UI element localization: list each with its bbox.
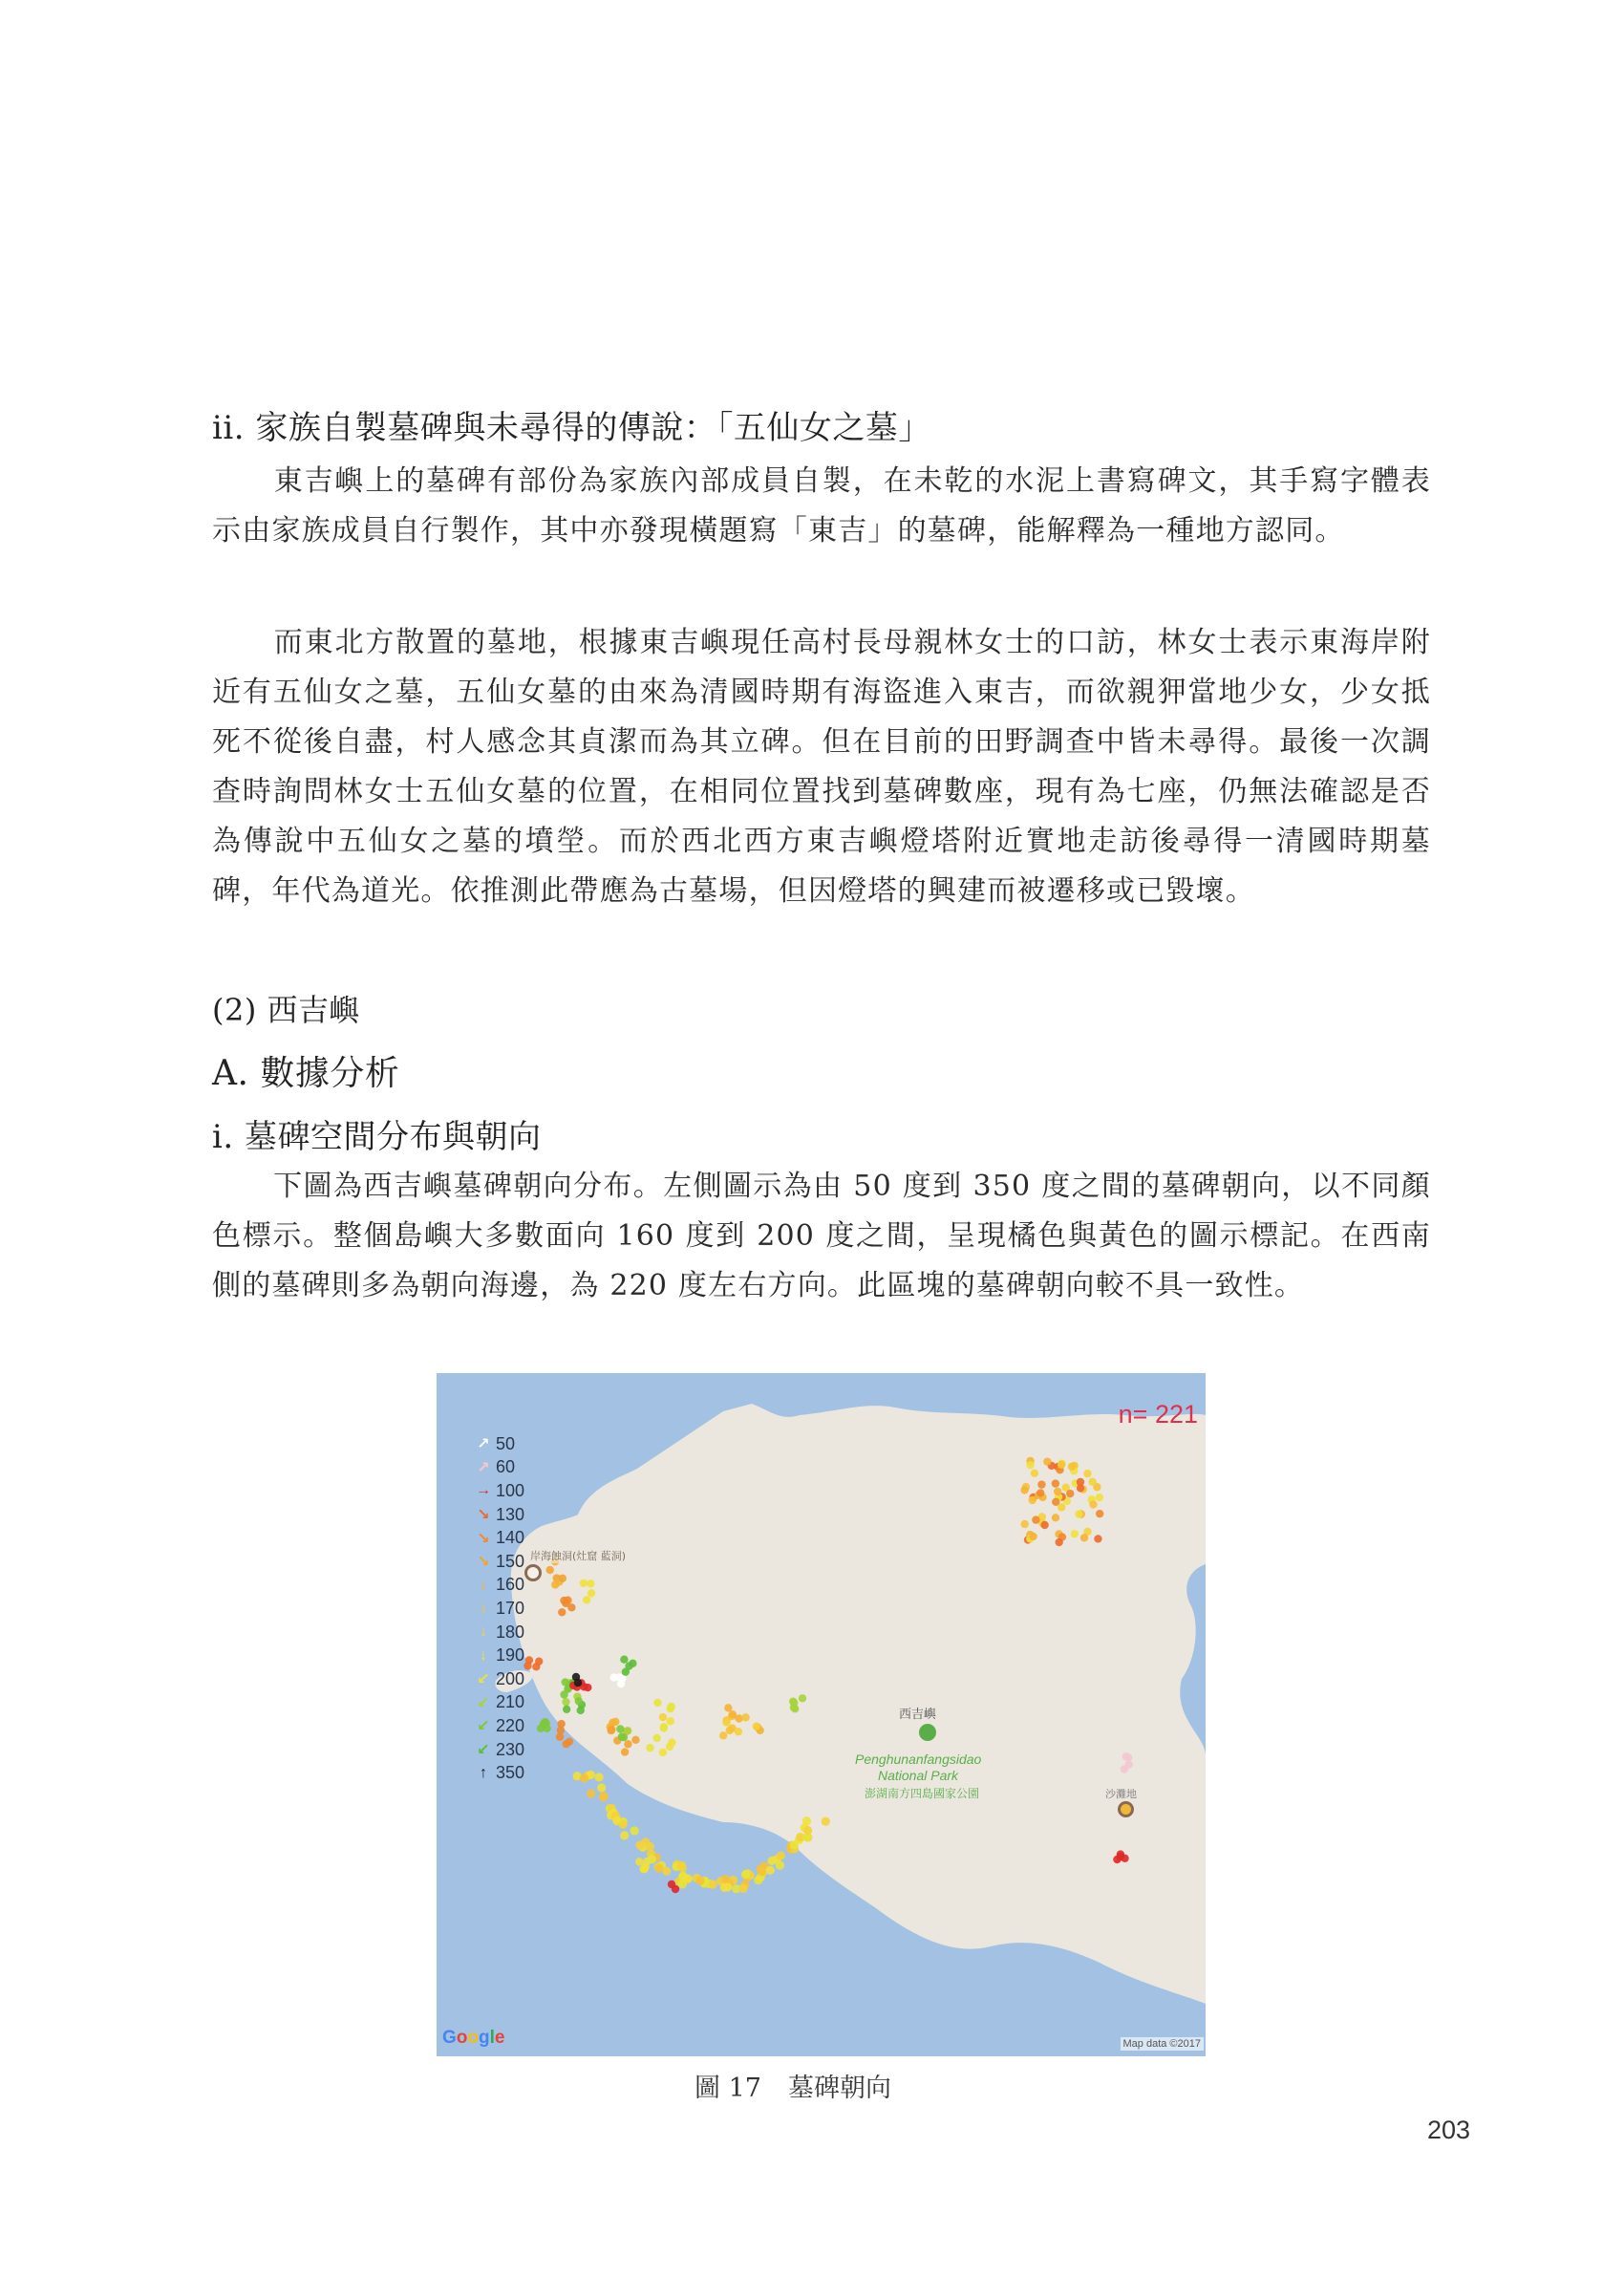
tombstone-marker: [609, 1719, 616, 1727]
legend-label: 50: [496, 1433, 516, 1453]
tombstone-marker: [735, 1728, 742, 1735]
tombstone-marker: [802, 1816, 811, 1825]
tombstone-marker: [551, 1580, 559, 1588]
arrow-ne-icon: ↗: [477, 1436, 490, 1453]
cave-label: 岸海蝕洞(灶窟 藍洞): [530, 1550, 627, 1562]
island-landmass: [511, 1404, 1206, 2004]
sample-count-label: n= 221: [1118, 1400, 1198, 1429]
tombstone-marker: [1052, 1514, 1059, 1521]
arrow-se-icon: ↘: [477, 1530, 490, 1547]
tombstone-marker: [719, 1731, 727, 1739]
tombstone-marker: [1077, 1484, 1084, 1492]
tombstone-marker: [1052, 1479, 1059, 1487]
section-heading-xiji: (2) 西吉嶼: [212, 992, 361, 1028]
orientation-legend: [475, 1432, 524, 1785]
legend-label: 220: [496, 1715, 525, 1735]
tombstone-marker: [684, 1874, 693, 1882]
tombstone-marker: [799, 1694, 806, 1702]
legend-item: [475, 1761, 524, 1785]
tombstone-marker: [660, 1724, 668, 1731]
google-logo: Google: [442, 2028, 505, 2048]
tombstone-marker: [588, 1589, 595, 1597]
tombstone-marker: [631, 1736, 639, 1744]
tombstone-marker: [587, 1580, 594, 1587]
tombstone-marker: [1058, 1461, 1065, 1469]
tombstone-marker: [563, 1706, 570, 1713]
arrow-sw-icon: ↙: [477, 1694, 490, 1711]
tombstone-marker: [753, 1722, 760, 1730]
arrow-se-icon: ↘: [477, 1507, 490, 1524]
tombstone-marker: [1031, 1470, 1038, 1477]
tombstone-marker: [768, 1857, 777, 1865]
tombstone-marker: [1037, 1480, 1045, 1488]
tombstone-marker: [624, 1727, 631, 1734]
tombstone-marker: [1071, 1530, 1079, 1537]
tombstone-marker: [741, 1713, 749, 1721]
tombstone-marker: [666, 1743, 673, 1751]
tombstone-marker: [566, 1737, 573, 1745]
tombstone-marker: [1096, 1510, 1103, 1517]
legend-label: 190: [496, 1645, 525, 1666]
tombstone-marker: [1036, 1489, 1044, 1496]
tombstone-marker: [709, 1880, 717, 1888]
tombstone-marker: [654, 1863, 663, 1872]
tombstone-marker: [1032, 1515, 1039, 1523]
tombstone-marker: [619, 1820, 628, 1829]
tombstone-marker: [1026, 1461, 1034, 1469]
tombstone-marker: [1122, 1752, 1130, 1760]
tombstone-marker: [525, 1656, 533, 1664]
legend-label: 160: [496, 1575, 525, 1595]
tombstone-marker: [1020, 1486, 1028, 1494]
tombstone-marker: [1029, 1533, 1036, 1540]
tombstone-marker: [1055, 1538, 1062, 1546]
figure-caption: [0, 2067, 1624, 2104]
section-heading-ii: ii. 家族自製墓碑與未尋得的傳說：「五仙女之墓」: [212, 409, 931, 447]
tombstone-marker: [558, 1608, 566, 1616]
paragraph-self-made-tombstones: [212, 457, 1431, 556]
tombstone-marker: [667, 1717, 674, 1725]
tombstone-marker: [766, 1866, 775, 1875]
tombstone-marker: [1075, 1510, 1082, 1517]
tombstone-marker: [790, 1704, 798, 1711]
tombstone-marker: [739, 1884, 748, 1893]
arrow-s-icon: ↓: [480, 1576, 487, 1593]
tombstone-marker: [580, 1773, 588, 1782]
legend-label: 130: [496, 1504, 525, 1524]
arrow-e-icon: →: [476, 1482, 491, 1499]
tombstone-marker: [618, 1732, 626, 1740]
tombstone-marker: [1029, 1496, 1036, 1504]
tombstone-marker: [1054, 1488, 1061, 1495]
section-heading-distribution: i. 墓碑空間分布與朝向: [212, 1118, 542, 1156]
tombstone-marker: [559, 1575, 566, 1582]
tombstone-marker: [729, 1710, 737, 1718]
tombstone-marker: [1040, 1521, 1048, 1529]
tombstone-marker: [641, 1837, 650, 1846]
park-poi-icon: [919, 1724, 936, 1741]
legend-item: [475, 1597, 524, 1621]
tombstone-marker: [560, 1690, 567, 1698]
tombstone-marker: [600, 1793, 609, 1801]
legend-label: 230: [496, 1739, 525, 1759]
arrow-sw-icon: ↙: [477, 1718, 490, 1735]
tombstone-marker: [1052, 1498, 1059, 1506]
tombstone-marker: [574, 1679, 582, 1687]
legend-item: [475, 1667, 524, 1691]
tombstone-marker: [653, 1699, 661, 1707]
arrow-se-icon: ↘: [477, 1554, 490, 1571]
beach-poi-icon: [1118, 1801, 1134, 1817]
tombstone-marker: [535, 1657, 543, 1665]
map-canvas: [437, 1373, 1206, 2056]
legend-item: [475, 1644, 524, 1667]
legend-label: 140: [496, 1528, 525, 1548]
tombstone-marker: [790, 1840, 799, 1849]
tombstone-marker: [557, 1720, 565, 1728]
page-number: 203: [1427, 2116, 1471, 2144]
legend-label: 200: [496, 1668, 525, 1688]
legend-item: [475, 1432, 524, 1456]
tombstone-marker: [583, 1596, 590, 1603]
tombstone-marker: [662, 1867, 671, 1876]
tombstone-marker: [575, 1697, 583, 1705]
tombstone-marker: [625, 1662, 632, 1669]
tombstone-marker: [567, 1603, 575, 1611]
paragraph-five-fairies-tomb: [212, 618, 1431, 916]
paragraph-text: 下圖為西吉嶼墓碑朝向分布。左側圖示為由 50 度到 350 度之間的墓碑朝向，以不同顏色標示。整個島嶼大多數面向 160 度到 200 度之間，呈現橘色與黃色的圖示標記。在西南側的墓碑則多為朝向海邊，為 220 度左右方向。此區塊的墓碑朝向較不具一致性。: [212, 1170, 1431, 1302]
paragraph-map-intro: [212, 1162, 1431, 1311]
tombstone-marker: [678, 1863, 687, 1872]
tombstone-marker: [609, 1673, 617, 1681]
tombstone-marker: [777, 1851, 785, 1859]
park-label-zh: 澎湖南方四島國家公園: [865, 1787, 980, 1800]
arrow-s-icon: ↓: [480, 1600, 487, 1617]
tombstone-marker: [1117, 1850, 1124, 1858]
arrow-sw-icon: ↙: [477, 1742, 490, 1759]
tombstone-marker: [616, 1725, 624, 1732]
arrow-ne-icon: ↗: [477, 1459, 490, 1476]
tombstone-marker: [741, 1870, 750, 1879]
tombstone-orientation-map: [437, 1373, 1206, 2056]
legend-item: [475, 1550, 524, 1574]
caption-title: 墓碑朝向: [787, 2074, 891, 2103]
legend-item: [475, 1691, 524, 1715]
tombstone-marker: [608, 1726, 615, 1733]
tombstone-marker: [672, 1885, 679, 1893]
tombstone-marker: [620, 1656, 628, 1664]
paragraph-text: 而東北方散置的墓地，根據東吉嶼現任高村長母親林女士的口訪，林女士表示東海岸附近有五仙女之墓，五仙女墓的由來為清國時期有海盜進入東吉，而欲親狎當地少女，少女抵死不從後自盡，村人感念其貞潔而為其立碑。但在目前的田野調查中皆未尋得。最後一次調查時詢問林女士五仙女墓的位置，在相同位置找到墓碑數座，現有為七座，仍無法確認是否為傳說中五仙女之墓的墳塋。而於西北西方東吉嶼燈塔附近實地走訪後尋得一清國時期墓碑，年代為道光。依推測此帶應為古墓場，但因燈塔的興建而被遷移或已毀壞。: [212, 626, 1431, 908]
tombstone-marker: [1125, 1760, 1133, 1768]
tombstone-marker: [560, 1597, 567, 1604]
legend-item: [475, 1456, 524, 1480]
tombstone-marker: [620, 1831, 629, 1839]
tombstone-marker: [758, 1867, 766, 1876]
tombstone-marker: [803, 1826, 812, 1835]
legend-item: [475, 1621, 524, 1644]
tombstone-marker: [630, 1826, 639, 1835]
legend-label: 170: [496, 1598, 525, 1618]
tombstone-marker: [722, 1718, 730, 1726]
tombstone-marker: [1089, 1478, 1097, 1486]
village-label: 西吉嶼: [899, 1708, 937, 1722]
caption-number: 圖 17: [694, 2074, 761, 2103]
map-attribution: Map data ©2017: [1121, 2037, 1205, 2051]
legend-label: 350: [496, 1763, 525, 1783]
tombstone-marker: [624, 1740, 631, 1748]
tombstone-marker: [1080, 1534, 1088, 1541]
tombstone-marker: [1083, 1470, 1091, 1477]
arrow-s-icon: ↓: [480, 1646, 487, 1664]
tombstone-marker: [822, 1817, 830, 1826]
legend-item: [475, 1503, 524, 1527]
legend-item: [475, 1738, 524, 1762]
tombstone-marker: [641, 1862, 649, 1870]
sand-label: 沙灘地: [1105, 1788, 1137, 1800]
arrow-sw-icon: ↙: [477, 1671, 490, 1688]
legend-label: 150: [496, 1551, 525, 1571]
tombstone-marker: [1066, 1490, 1074, 1497]
cave-poi-icon: [524, 1564, 542, 1581]
legend-label: 100: [496, 1480, 525, 1500]
tombstone-marker: [621, 1748, 629, 1755]
tombstone-marker: [648, 1855, 656, 1863]
tombstone-marker: [587, 1789, 595, 1797]
tombstone-marker: [1068, 1463, 1076, 1471]
tombstone-marker: [668, 1703, 675, 1710]
tombstone-marker: [597, 1783, 606, 1792]
tombstone-marker: [646, 1744, 653, 1751]
tombstone-marker: [580, 1580, 588, 1587]
tombstone-marker: [695, 1877, 704, 1885]
legend-label: 60: [496, 1457, 516, 1477]
tombstone-marker: [594, 1773, 603, 1781]
tombstone-marker: [723, 1882, 732, 1891]
legend-label: 210: [496, 1692, 525, 1712]
park-label-en-1: Penghunanfangsidao: [855, 1751, 982, 1767]
section-heading-data-analysis: A. 數據分析: [212, 1054, 400, 1093]
paragraph-text: 東吉嶼上的墓碑有部份為家族內部成員自製，在未乾的水泥上書寫碑文，其手寫字體表示由家族成員自行製作，其中亦發現橫題寫「東吉」的墓碑，能解釋為一種地方認同。: [212, 464, 1431, 548]
arrow-s-icon: ↓: [480, 1623, 487, 1641]
park-label-en-2: National Park: [878, 1768, 959, 1783]
tombstone-marker: [776, 1861, 784, 1870]
tombstone-marker: [1020, 1520, 1028, 1528]
legend-item: [475, 1526, 524, 1550]
tombstone-marker: [1089, 1500, 1097, 1508]
legend-label: 180: [496, 1622, 525, 1642]
tombstone-marker: [1094, 1535, 1101, 1542]
tombstone-marker: [562, 1698, 569, 1706]
legend-item: [475, 1714, 524, 1738]
legend-item: [475, 1479, 524, 1503]
tombstone-marker: [537, 1725, 545, 1732]
arrow-n-icon: ↑: [480, 1764, 487, 1781]
tombstone-marker: [659, 1749, 667, 1756]
legend-item: [475, 1574, 524, 1598]
tombstone-marker: [652, 1734, 660, 1742]
tombstone-marker: [724, 1704, 732, 1711]
tombstone-marker: [1096, 1494, 1103, 1501]
tombstone-marker: [546, 1566, 554, 1574]
tombstone-marker: [659, 1713, 667, 1721]
tombstone-marker: [1043, 1457, 1051, 1465]
